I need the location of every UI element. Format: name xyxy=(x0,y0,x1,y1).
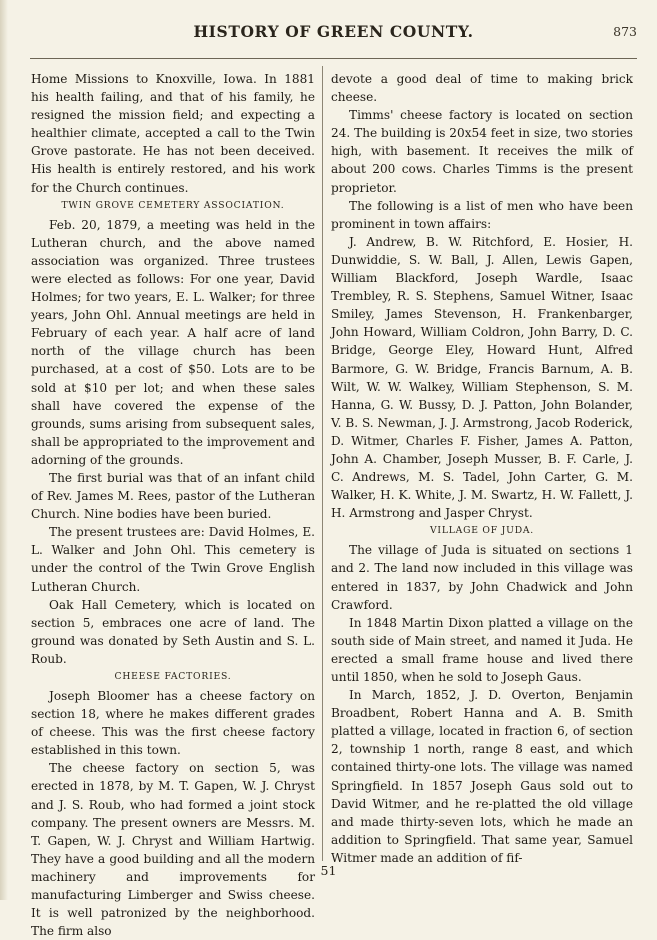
page-header xyxy=(30,22,637,46)
heading-twin-grove-cemetery: TWIN GROVE CEMETERY ASSOCIATION. xyxy=(61,199,285,211)
column-divider xyxy=(322,66,323,861)
page-binding-edge xyxy=(0,0,8,900)
paragraph-timms-factory: Timms' cheese factory is located on section 24. The building is 20x54 feet in size, two stories high, with basement. It receives the milk of about 200 cows. Charles Timms is the present proprietor. xyxy=(331,108,633,195)
page-folio: 51 xyxy=(320,863,337,878)
paragraph-juda-location: The village of Juda is situated on sections 1 and 2. The land now included in this village was entered in 1837, by John Chadwick and John Crawford. xyxy=(331,543,633,612)
paragraph-association-meeting: Feb. 20, 1879, a meeting was held in the Lutheran church, and the above named association was organized. Three trustees were elected as follows: For one year, David Holmes; for two years, E. L. Walker; for three years, John Ohl. Annual meetings are held in February of each year. A half acre of land north of the village church has been purchased, at a cost of $50. Lots are to be sold at $10 per lot; and when these sales shall have covered the expense of the grounds, sums arising from subsequent sales, shall be appropriated to the improvement and adorning of the grounds. xyxy=(31,217,315,467)
paragraph-prominent-men-list: J. Andrew, B. W. Ritchford, E. Hosier, H. Dunwiddie, S. W. Ball, J. Allen, Lewis Gapen, William Blackford, Joseph Wardle, Isaac Trembley, R. S. Stephens, Samuel Witner, Isaac Smiley, James Stevenson, H. Frankenbarger, John Howard, William Coldron, John Barry, D. C. Bridge, George Eley, Howard Hunt, Alfred Barmore, G. W. Bridge, Francis Barnum, A. B. Wilt, W. W. Walkey, William Stephenson, S. M. Hanna, G. W. Bussy, D. J. Patton, John Bolander, V. B. S. Newman, J. J. Armstrong, Jacob Roderick, D. Witmer, Charles F. Fisher, James A. Patton, John A. Chamber, Joseph Musser, B. F. Carle, J. C. Andrews, M. S. Tadel, John Carter, G. M. Walker, H. K. White, J. M. Swartz, H. W. Fallett, J. H. Armstrong and Jasper Chryst. xyxy=(331,234,633,521)
paragraph-springfield-platting: In March, 1852, J. D. Overton, Benjamin Broadbent, Robert Hanna and A. B. Smith platted a village, located in fraction 6, of section 2, township 1 north, range 8 east, and which contained thirty-one lots. The village was named Springfield. In 1857 Joseph Gaus sold out to David Witmer, and he re-platted the old village and made thirty-seven lots, which he made an addition to Springfield. That same year, Samuel Witmer made an addition of fif- xyxy=(331,688,633,865)
paragraph-dixon-platting: In 1848 Martin Dixon platted a village on the south side of Main street, and named it Juda. He erected a small frame house and lived there until 1850, when he sold to Joseph Gaus. xyxy=(331,615,633,684)
paragraph-home-missions: Home Missions to Knoxville, Iowa. In 1881 his health failing, and that of his family, he resigned the mission field; and expecting a healthier climate, accepted a call to the Twin Grove pastorate. He has not been deceived. His health is entirely restored, and his work for the Church continues. xyxy=(31,72,315,195)
right-column xyxy=(331,70,633,867)
paragraph-section-five-factory: The cheese factory on section 5, was erected in 1878, by M. T. Gapen, W. J. Chryst and J. S. Roub, who had formed a joint stock company. The present owners are Messrs. M. T. Gapen, W. J. Chryst and William Hartwig. They have a good building and all the modern machinery and improvements for manufacturing Limberger and Swiss cheese. It is well patronized by the neighborhood. The firm also xyxy=(31,761,315,939)
paragraph-present-trustees: The present trustees are: David Holmes, E. L. Walker and John Ohl. This cemetery is under the control of the Twin Grove English Lutheran Church. xyxy=(31,525,315,594)
running-title: HISTORY OF GREEN COUNTY. xyxy=(193,22,474,41)
left-column xyxy=(31,70,315,940)
page-number: 873 xyxy=(613,24,637,39)
heading-cheese-factories: CHEESE FACTORIES. xyxy=(114,671,232,682)
paragraph-bloomer-factory: Joseph Bloomer has a cheese factory on section 18, where he makes different grades of cheese. This was the first cheese factory established in this town. xyxy=(31,689,315,758)
paragraph-prominent-men-intro: The following is a list of men who have been prominent in town affairs: xyxy=(331,198,633,231)
paragraph-first-burial: The first burial was that of an infant child of Rev. James M. Rees, pastor of the Lutheran Church. Nine bodies have been buried. xyxy=(31,470,315,522)
header-rule xyxy=(30,58,637,59)
heading-village-of-juda: VILLAGE OF JUDA. xyxy=(429,525,535,537)
paragraph-brick-cheese: devote a good deal of time to making brick cheese. xyxy=(331,72,633,105)
paragraph-oak-hall-cemetery: Oak Hall Cemetery, which is located on section 5, embraces one acre of land. The ground was donated by Seth Austin and S. L. Roub. xyxy=(31,597,315,666)
